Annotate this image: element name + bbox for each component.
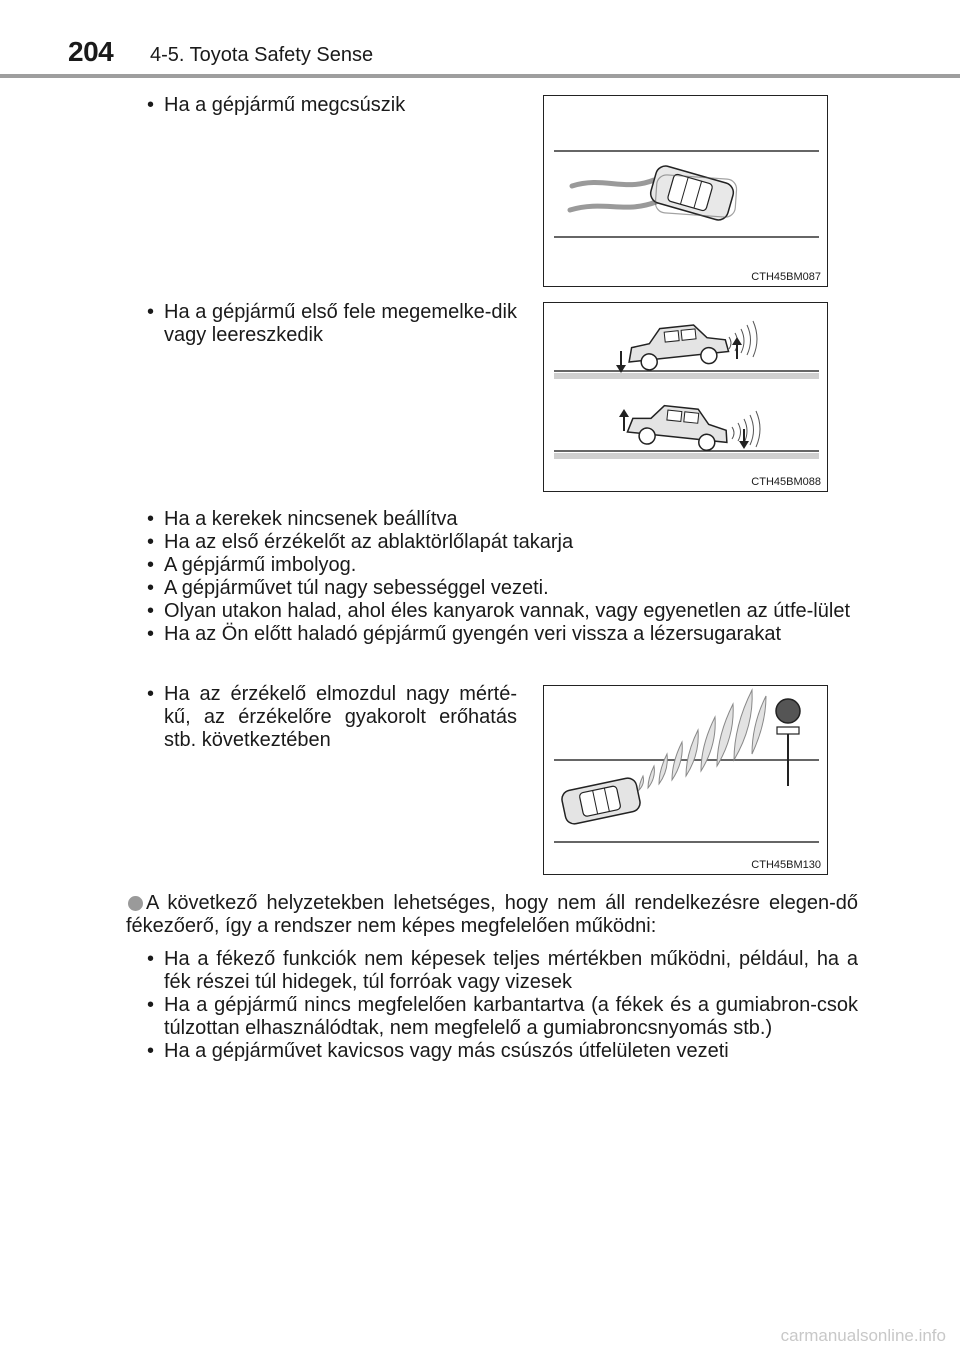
figure-pitch [543, 302, 828, 492]
list-item: • Ha a kerekek nincsenek beállítva [144, 508, 858, 531]
skid-illustration [544, 96, 829, 288]
braking-intro: A következő helyzetekben lehetséges, hogy nem áll rendelkezésre elegen-dő fékezőerő, így a rendszer nem képes megfelelően működni: [126, 892, 858, 937]
figure-code: CTH45BM088 [751, 476, 821, 488]
figure-code: CTH45BM087 [751, 271, 821, 283]
list-item: • Ha a gépjárművet kavicsos vagy más csúszós útfelületen vezeti [144, 1040, 858, 1063]
sensor-illustration [544, 686, 829, 876]
pitch-illustration [544, 303, 829, 493]
list-item: • A gépjármű imbolyog. [144, 554, 858, 577]
list-item: • Olyan utakon halad, ahol éles kanyarok vannak, vagy egyenetlen az útfe-lület [144, 600, 858, 623]
bullet-list-sensor [144, 683, 517, 752]
figure-sensor [543, 685, 828, 875]
figure-skid [543, 95, 828, 287]
page-header [0, 0, 960, 80]
bullet-sensor: • Ha az érzékelő elmozdul nagy mérté-kű, az érzékelőre gyakorolt erőhatás stb. következtében [144, 683, 517, 752]
bullet-list-braking [144, 948, 858, 1063]
list-item: • Ha az első érzékelőt az ablaktörlőlapát takarja [144, 531, 858, 554]
list-item: • A gépjárművet túl nagy sebességgel vezeti. [144, 577, 858, 600]
figure-code: CTH45BM130 [751, 859, 821, 871]
watermark: carmanualsonline.info [780, 1326, 946, 1345]
header-rule [0, 74, 960, 78]
page-number: 204 [68, 36, 114, 67]
bullet-pitch: • Ha a gépjármű első fele megemelke-dik vagy leereszkedik [144, 301, 517, 347]
bullet-list-conditions [144, 508, 858, 646]
list-item: • Ha a fékező funkciók nem képesek teljes mértékben működni, például, ha a fék részei túl hidegek, túl forróak vagy vizesek [144, 948, 858, 994]
bullet-list-skid [144, 94, 504, 117]
list-item: • Ha az Ön előtt haladó gépjármű gyengén veri vissza a lézersugarakat [144, 623, 858, 646]
section-title: 4-5. Toyota Safety Sense [150, 44, 374, 66]
bullet-skid: • Ha a gépjármű megcsúszik [144, 94, 504, 117]
list-item: • Ha a gépjármű nincs megfelelően karbantartva (a fékek és a gumiabron-csok túlzottan elhasználódtak, nem megfelelő a gumiabroncsnyomás stb.) [144, 994, 858, 1040]
bullet-list-pitch [144, 301, 517, 347]
